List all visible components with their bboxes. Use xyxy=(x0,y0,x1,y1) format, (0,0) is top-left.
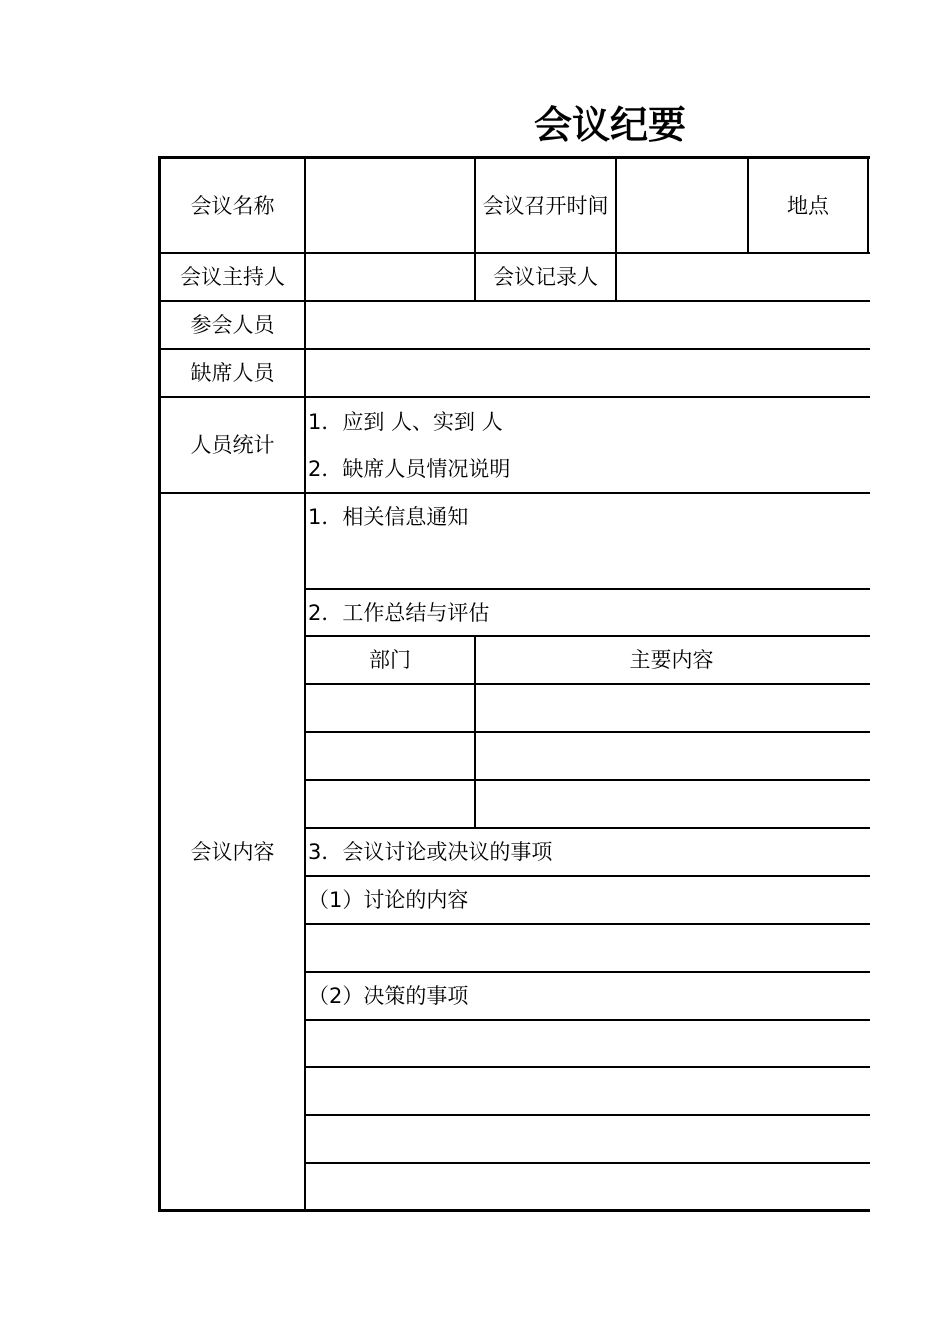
absentees-value[interactable] xyxy=(306,350,867,396)
host-value[interactable] xyxy=(306,254,474,300)
meeting-name-label: 会议名称 xyxy=(190,193,275,218)
dept-cell[interactable] xyxy=(306,733,474,779)
table-border-bottom xyxy=(158,1209,870,1212)
stats-label: 人员统计 xyxy=(190,433,275,457)
main-content-cell[interactable] xyxy=(476,685,867,731)
meeting-name-value[interactable] xyxy=(306,159,474,252)
attendees-value[interactable] xyxy=(306,302,867,348)
section-info-notice: 1．相关信息通知 xyxy=(308,505,469,529)
main-content-cell[interactable] xyxy=(476,733,867,779)
decision-value-row[interactable] xyxy=(306,1021,867,1066)
recorder-label: 会议记录人 xyxy=(493,265,598,289)
content-label: 会议内容 xyxy=(190,839,275,864)
dept-cell[interactable] xyxy=(306,781,474,827)
host-label: 会议主持人 xyxy=(180,265,285,289)
page-title: 会议纪要 xyxy=(534,103,687,147)
recorder-value[interactable] xyxy=(617,254,867,300)
subsection-decisions: （2）决策的事项 xyxy=(308,984,469,1008)
meeting-time-label: 会议召开时间 xyxy=(482,193,609,218)
section-info-notice-value[interactable] xyxy=(306,540,867,588)
attendees-label: 参会人员 xyxy=(190,313,275,337)
section-work-summary: 2．工作总结与评估 xyxy=(308,600,490,625)
subsection-discussion-content: （1）讨论的内容 xyxy=(308,888,469,912)
absentees-label: 缺席人员 xyxy=(190,361,275,385)
decision-value-row[interactable] xyxy=(306,1116,867,1162)
stats-line-absence-note: 2．缺席人员情况说明 xyxy=(308,457,511,481)
dept-cell[interactable] xyxy=(306,685,474,731)
decision-value-row[interactable] xyxy=(306,1164,867,1209)
decision-value-row[interactable] xyxy=(306,1068,867,1114)
discussion-content-value[interactable] xyxy=(306,925,867,971)
location-label: 地点 xyxy=(787,193,829,218)
main-content-cell[interactable] xyxy=(476,781,867,827)
meeting-time-value[interactable] xyxy=(617,159,747,252)
main-content-column-header: 主要内容 xyxy=(629,648,714,672)
stats-line-attendance: 1．应到 人、实到 人 xyxy=(308,410,503,434)
dept-column-header: 部门 xyxy=(369,648,411,672)
section-discussion-resolution: 3．会议讨论或决议的事项 xyxy=(308,840,553,864)
table-border-right-header xyxy=(867,158,869,254)
